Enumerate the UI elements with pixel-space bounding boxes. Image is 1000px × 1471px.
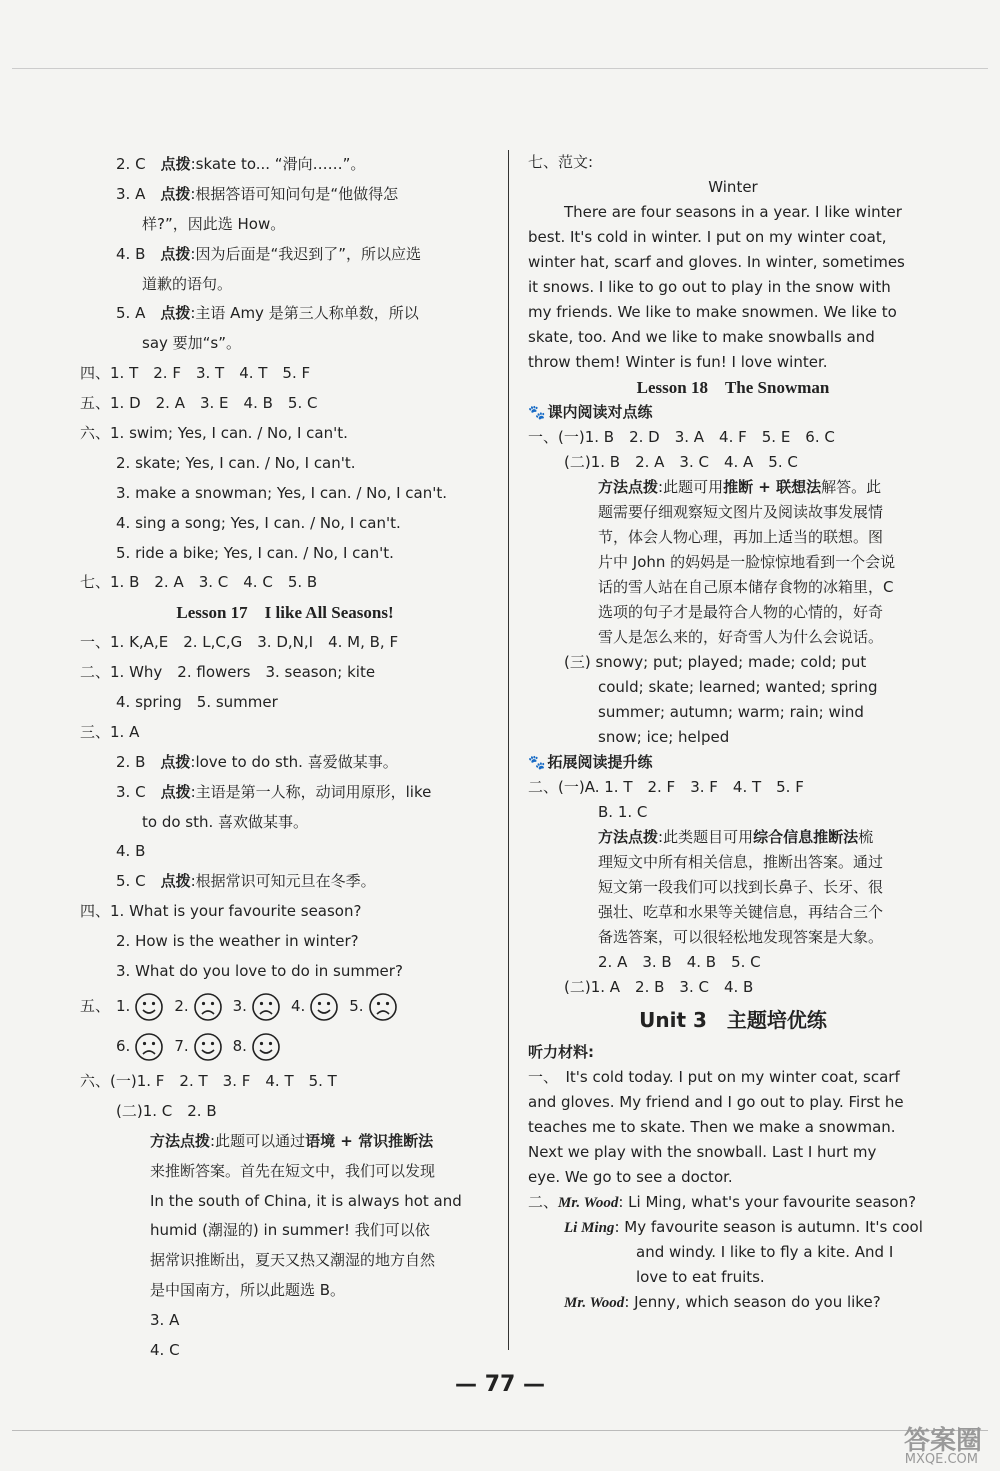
line-text: eye. We go to see a doctor. [528,1168,733,1186]
tip-label: 方法点拨 [598,828,659,846]
line-text: :根据常识可知元旦在冬季。 [190,872,376,891]
line-text: 六、(一)1. F 2. T 3. F 4. T 5. T [80,1071,337,1090]
line-text: 二、(一)A. 1. T 2. F 3. F 4. T 5. F [528,778,804,796]
line-text: Next we play with the snowball. Last I hurt my [528,1143,877,1161]
answer-line [528,200,938,225]
answer-line [80,1336,490,1366]
answer-line [80,1306,490,1336]
line-text: 4. spring 5. summer [116,693,278,712]
line-text: 强壮、吃草和水果等关键信息，再结合三个 [598,903,884,921]
line-text: :因为后面是“我迟到了”，所以应选 [190,244,421,263]
line-text: could; skate; learned; wanted; spring [598,678,878,696]
tip-label: 语境 + 常识推断法 [305,1131,434,1150]
line-text: to do sth. 喜欢做某事。 [142,812,309,831]
line-text: :此类题目可用 [658,828,754,846]
tip-label: 点拨 [160,304,191,323]
tip-label: 推断 + 联想法 [723,478,822,496]
column-divider [508,150,509,1350]
tip-label: 方法点拨 [150,1131,211,1150]
line-text: 一、 It's cold today. I put on my winter coat, scarf [528,1068,900,1086]
line-text: 七、范文: [528,153,594,171]
answer-line [80,419,490,449]
line-text: : My favourite season is autumn. It's cool [614,1218,923,1236]
section-heading [528,750,938,775]
answer-line [80,1216,490,1246]
answer-line [528,1290,938,1315]
line-text: 2. B [116,752,161,771]
answer-line [80,449,490,479]
answer-line [80,180,490,210]
answer-line [80,748,490,778]
answer-number: 5. [349,996,364,1015]
answer-line [528,950,938,975]
line-text: 3. What do you love to do in summer? [116,962,403,981]
tip-label: 点拨 [160,872,191,891]
line-text: 3. A [116,184,161,203]
line-text: (二)1. B 2. A 3. C 4. A 5. C [564,453,798,471]
right-column [528,150,938,1315]
line-text: 3. A [150,1311,180,1330]
line-text: 据常识推断出，夏天又热又潮湿的地方自然 [150,1251,436,1270]
answer-line [528,575,938,600]
line-text: 七、1. B 2. A 3. C 4. C 5. B [80,573,318,592]
smiley-face-icon [251,1032,281,1062]
answer-line [528,775,938,800]
line-text: 是中国南方，所以此题选 B。 [150,1281,346,1300]
answer-line [528,650,938,675]
speaker-name: Mr. Wood [564,1295,625,1311]
essay-title: Winter [708,178,758,196]
lesson-heading: Lesson 17 I like All Seasons! [176,603,394,623]
answer-line [528,525,938,550]
line-text: 样?”，因此选 How。 [142,214,286,233]
answer-line [80,867,490,897]
answer-line [528,625,938,650]
section-title: 拓展阅读提升练 [547,753,653,771]
line-text: 三、1. A [80,722,140,741]
answer-line [528,1140,938,1165]
answer-line [80,1187,490,1217]
sad-face-icon [368,992,398,1022]
answer-line [528,225,938,250]
line-text: 雪人是怎么来的，好奇雪人为什么会说话。 [598,628,884,646]
line-text: throw them! Winter is fun! I love winter. [528,353,828,371]
paw-icon: 🐾 [528,755,546,771]
answer-line [80,150,490,180]
line-text: love to eat fruits. [636,1268,765,1286]
answer-line [80,210,490,240]
line-text: 一、(一)1. B 2. D 3. A 4. F 5. E 6. C [528,428,835,446]
answer-line [80,299,490,329]
line-text: say 要加“s”。 [142,334,242,353]
answer-number: 3. [232,996,247,1015]
line-text: 2. A 3. B 4. B 5. C [598,953,761,971]
answer-line [80,568,490,598]
line-text: 节，体会人物心理，再加上适当的联想。图 [598,528,884,546]
line-text: 来推断答案。首先在短文中，我们可以发现 [150,1161,436,1180]
line-text: :主语是第一人称，动词用原形，like [190,782,432,801]
tip-label: 听力材料: [528,1043,594,1061]
sad-face-icon [193,992,223,1022]
line-text: :此题可以通过 [210,1131,306,1150]
watermark-logo: 答案圈 [903,1426,982,1456]
line-text: : Li Ming, what's your favourite season? [618,1193,917,1211]
answer-number: 6. [116,1036,131,1055]
answer-line [80,509,490,539]
face-answers-row [80,1027,490,1067]
answer-line [80,808,490,838]
answer-number: 4. [290,996,306,1015]
answer-line [528,1190,938,1215]
answer-line [80,1157,490,1187]
answer-line [528,825,938,850]
line-text: There are four seasons in a year. I like winter [564,203,902,221]
line-text: 话的雪人站在自己原本储存食物的冰箱里，C [598,578,894,596]
line-text: 四、1. T 2. F 3. T 4. T 5. F [80,364,311,383]
answer-line [80,539,490,569]
answer-line [528,800,938,825]
line-text: 5. C [116,872,161,891]
answer-line [80,329,490,359]
answer-line [528,975,938,1000]
answer-number: 1. [116,996,131,1015]
answer-line [80,270,490,300]
line-text: 选项的句子才是最符合人物的心情的，好奇 [598,603,884,621]
answer-line [80,688,490,718]
line-text: In the south of China, it is always hot and [150,1191,462,1210]
answer-line [80,359,490,389]
answer-line [528,700,938,725]
answer-number: 2. [174,996,189,1015]
tip-label: 点拨 [160,752,191,771]
line-text: 4. sing a song; Yes, I can. / No, I can't. [116,513,401,532]
line-text: 四、1. What is your favourite season? [80,902,362,921]
answer-line [80,389,490,419]
answer-line [80,718,490,748]
left-column [80,150,490,1366]
watermark-url: MXQE.COM [904,1452,978,1467]
answer-line [528,250,938,275]
answer-line [80,628,490,658]
answer-line [528,350,938,375]
answer-line [528,150,938,175]
line-text: 3. make a snowman; Yes, I can. / No, I can't. [116,483,447,502]
bottom-rule [12,1430,988,1431]
answer-line [80,837,490,867]
answer-line [528,275,938,300]
line-text: :根据答语可知问句是“他做得怎 [190,184,399,203]
line-text: and windy. I like to fly a kite. And I [636,1243,894,1261]
line-text: best. It's cold in winter. I put on my winter coat, [528,228,887,246]
answer-line [80,1276,490,1306]
line-text: summer; autumn; warm; rain; wind [598,703,864,721]
line-text: 2. How is the weather in winter? [116,932,359,951]
answer-line [528,1115,938,1140]
line-text: 2. C [116,155,161,173]
answer-line [528,1040,938,1065]
line-text: 短文第一段我们可以找到长鼻子、长牙、很 [598,878,884,896]
line-text: my friends. We like to make snowmen. We like to [528,303,897,321]
answer-line [528,1265,938,1290]
top-rule [12,68,988,69]
answer-line [528,1065,938,1090]
line-text: 解答。此 [821,478,882,496]
section-heading [528,400,938,425]
tip-label: 点拨 [160,244,191,263]
answer-line [528,1090,938,1115]
answer-line [528,675,938,700]
line-text: :此题可用 [658,478,724,496]
line-text: :skate to... “滑向……”。 [190,155,366,173]
question-prefix: 五、 [80,996,111,1015]
answer-line [80,897,490,927]
section-title: 课内阅读对点练 [547,403,653,421]
line-text: 题需要仔细观察短文图片及阅读故事发展情 [598,503,884,521]
line-text: (二)1. A 2. B 3. C 4. B [564,978,754,996]
line-text: 六、1. swim; Yes, I can. / No, I can't. [80,424,348,443]
line-text: 一、1. K,A,E 2. L,C,G 3. D,N,I 4. M, B, F [80,633,399,652]
answer-line [528,425,938,450]
tip-label: 点拨 [160,782,191,801]
answer-line [80,658,490,688]
tip-label: 点拨 [160,184,191,203]
line-text: 4. C [150,1340,180,1359]
line-text: 道歉的语句。 [142,274,233,293]
line-text: :love to do sth. 喜爱做某事。 [190,752,398,771]
line-text: 5. A [116,304,161,323]
line-text: 理短文中所有相关信息，推断出答案。通过 [598,853,884,871]
question-prefix [80,1032,116,1062]
paw-icon: 🐾 [528,405,546,421]
line-text: and gloves. My friend and I go out to play. First he [528,1093,904,1111]
tip-label: 综合信息推断法 [753,828,859,846]
sad-face-icon [134,1032,164,1062]
line-text: 五、1. D 2. A 3. E 4. B 5. C [80,394,318,413]
unit-heading: Unit 3 主题培优练 [639,1008,827,1032]
sad-face-icon [251,992,281,1022]
line-text: 5. ride a bike; Yes, I can. / No, I can't. [116,543,394,562]
line-text: 片中 John 的妈妈是一脸惊惊地看到一个会说 [598,553,896,571]
answer-line [528,1215,938,1240]
line-text: winter hat, scarf and gloves. In winter, sometimes [528,253,905,271]
answer-number: 8. [232,1036,247,1055]
line-text: teaches me to skate. Then we make a snowman. [528,1118,896,1136]
answer-line [80,240,490,270]
answer-line [80,1127,490,1157]
line-text: 二、 [528,1193,559,1211]
answer-line [528,550,938,575]
line-text: :主语 Amy 是第三人称单数，所以 [190,304,419,323]
answer-line [80,927,490,957]
answer-line [80,479,490,509]
answer-line [80,778,490,808]
answer-line [80,1067,490,1097]
answer-number: 7. [174,1036,189,1055]
answer-line [528,1240,938,1265]
line-text: 备选答案，可以很轻松地发现答案是大象。 [598,928,884,946]
line-text: 4. B [116,244,161,263]
answer-line [528,300,938,325]
line-text: humid (潮湿的) in summer! 我们可以依 [150,1221,430,1240]
speaker-name: Mr. Wood [558,1195,619,1211]
line-text: 二、1. Why 2. flowers 3. season; kite [80,663,376,682]
answer-line [528,900,938,925]
line-text: snow; ice; helped [598,728,730,746]
answer-line [528,475,938,500]
smiley-face-icon [193,1032,223,1062]
line-text: it snows. I like to go out to play in the snow with [528,278,891,296]
line-text: (三) snowy; put; played; made; cold; put [564,653,867,671]
page-number: — 77 — [455,1372,545,1397]
answer-line [528,600,938,625]
line-text: : Jenny, which season do you like? [624,1293,881,1311]
line-text: 梳 [858,828,874,846]
face-answers-row [80,987,490,1027]
answer-line [528,725,938,750]
answer-line [528,1165,938,1190]
tip-label: 点拨 [160,155,191,173]
smiley-face-icon [134,992,164,1022]
line-text: (二)1. C 2. B [116,1101,217,1120]
answer-line [528,325,938,350]
answer-line [80,1246,490,1276]
line-text: 3. C [116,782,161,801]
line-text: B. 1. C [598,803,648,821]
lesson-heading: Lesson 18 The Snowman [636,378,830,397]
answer-line [80,1097,490,1127]
line-text: 2. skate; Yes, I can. / No, I can't. [116,453,356,472]
line-text: skate, too. And we like to make snowballs and [528,328,875,346]
answer-line [80,957,490,987]
speaker-name: Li Ming [564,1220,615,1236]
smiley-face-icon [309,992,339,1022]
line-text: 4. B [116,842,146,861]
tip-label: 方法点拨 [598,478,659,496]
answer-line [528,850,938,875]
answer-line [528,925,938,950]
answer-line [528,875,938,900]
answer-line [528,450,938,475]
answer-line [528,500,938,525]
